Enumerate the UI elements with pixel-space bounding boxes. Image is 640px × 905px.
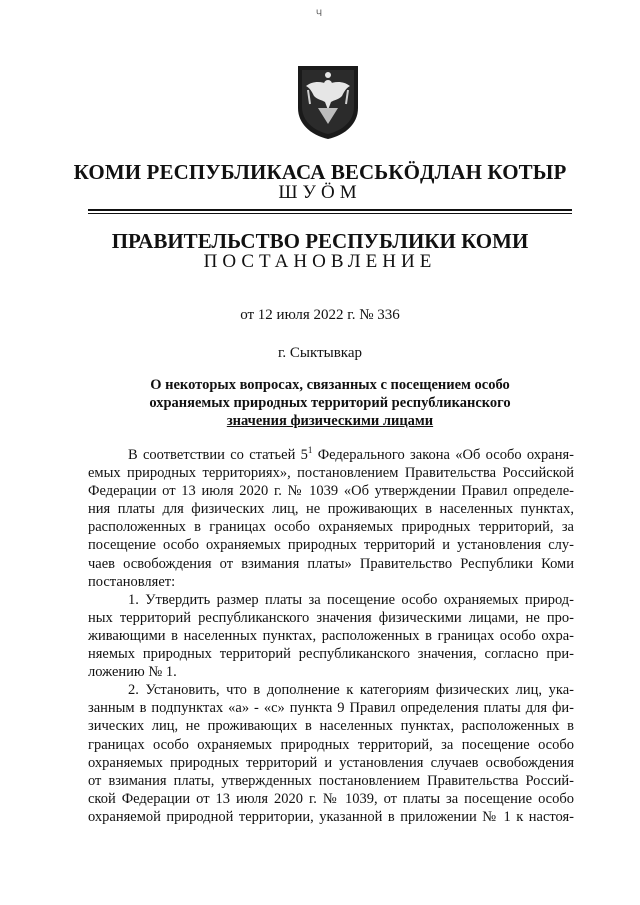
paragraph-2-line: охраняемых природных территорий и установления случаев освобождения — [88, 754, 574, 771]
intro-line: Федерации от 13 июля 2020 г. № 1039 «Об утверждении Правил определе- — [88, 483, 574, 500]
paragraph-2-line: 2. Установить, что в дополнение к категориям физических лиц, ука- — [128, 682, 574, 699]
paragraph-1-line: живающими в населенных пунктах, расположенных в границах особо охра- — [88, 627, 574, 644]
decree-label: ПОСТАНОВЛЕНИЕ — [203, 251, 437, 272]
subject-line: охраняемых природных территорий республиканского — [149, 395, 511, 411]
intro-line: посещение особо охраняемых природных территорий и установления слу- — [88, 537, 574, 554]
paragraph-2-line: занным в подпунктах «а» - «с» пункта 9 Правил определения платы для фи- — [88, 700, 574, 717]
paragraph-1-line: ных территорий республиканского значения физическими лицами, не про- — [88, 609, 574, 626]
header-divider-thin — [88, 213, 572, 214]
intro-line: расположенных в границах особо охраняемых природных территорий, за — [88, 519, 574, 536]
intro-line: постановляет: — [88, 573, 176, 590]
paragraph-2-line: границах особо охраняемых природных территорий, за посещение особо — [88, 736, 574, 753]
decree-date-number: от 12 июля 2022 г. № 336 — [240, 307, 400, 323]
paragraph-2-line: зических лиц, не проживающих в населенных пунктах, расположенных в — [88, 718, 574, 735]
paragraph-1-line: няемых природных территорий республиканского значения, согласно при- — [88, 646, 574, 663]
intro-line: чаев освобождения от взимания платы» Правительство Республики Коми — [88, 555, 574, 572]
government-title: ПРАВИТЕЛЬСТВО РЕСПУБЛИКИ КОМИ — [111, 229, 529, 253]
komi-government-title: КОМИ РЕСПУБЛИКАСА ВЕСЬКӦДЛАН КОТЫР — [73, 160, 567, 184]
komi-coat-of-arms-emblem — [296, 64, 360, 140]
paragraph-1-line: 1. Утвердить размер платы за посещение особо охраняемых природ- — [128, 591, 574, 608]
paragraph-2-line: охраняемой природной территории, указанной в приложении № 1 к настоя- — [88, 808, 574, 825]
intro-line: ния платы для физических лиц, не проживающих в населенных пунктах, — [88, 501, 574, 518]
komi-decree-label: ШУӦМ — [278, 182, 362, 203]
decree-subject — [110, 376, 550, 430]
subject-line: значения физическими лицами — [226, 413, 434, 429]
subject-line: О некоторых вопросах, связанных с посещением особо — [150, 377, 510, 393]
paragraph-2-line: от взимания платы, утвержденных постановлением Правительства Россий- — [88, 772, 574, 789]
page-mark: Ч — [316, 8, 322, 18]
intro-line: В соответствии со статьей $5^1$ Федерального закона «Об особо охраня- — [128, 445, 574, 463]
intro-line: емых природных территориях», постановлением Правительства Российской — [88, 465, 574, 482]
paragraph-1-line: ложению № 1. — [88, 664, 177, 681]
header-divider-thick — [88, 209, 572, 211]
decree-body — [88, 446, 574, 826]
decree-city: г. Сыктывкар — [277, 345, 363, 361]
paragraph-2-line: ской Федерации от 13 июля 2020 г. № 1039, от платы за посещение особо — [88, 790, 574, 807]
